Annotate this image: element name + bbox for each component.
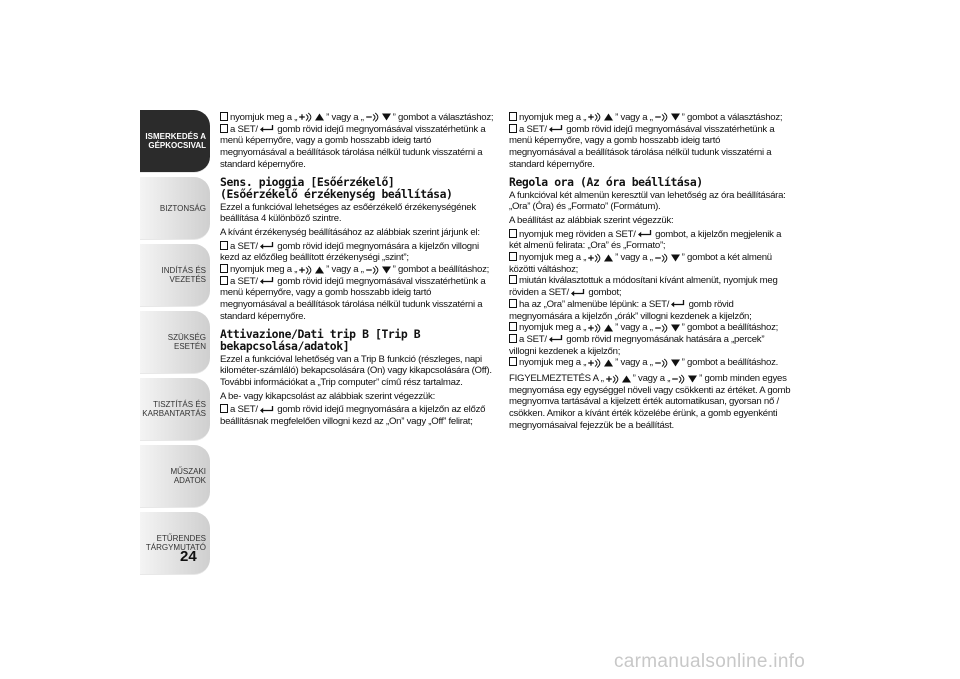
checkbox-bullet-icon	[509, 112, 517, 121]
checkbox-bullet-icon	[509, 275, 517, 284]
bullet-item	[509, 252, 791, 275]
text-line: menü képernyőre, vagy a gomb hosszabb ideig tartó	[220, 135, 432, 147]
minus-down-arrow-icon	[654, 253, 681, 263]
minus-down-arrow-icon	[365, 112, 392, 122]
text-line: beállítása 4 különböző szintre.	[220, 213, 342, 225]
text-line: a SET/ gomb rövid idejű megnyomására a kijelzőn az előző	[229, 404, 502, 416]
text-line: megnyomásával a beállítások tárolása nélkül tudunk visszatérni a	[220, 299, 483, 311]
text-line: standard képernyőre.	[509, 158, 595, 170]
text-line: nyomjuk meg röviden a SET/ gombot, a kijelzőn megjelenik a	[518, 229, 791, 241]
text-line: a SET/ gomb rövid idejű megnyomásával visszatérhetünk a	[518, 124, 791, 136]
bullet-item	[509, 275, 791, 298]
return-arrow-icon	[548, 334, 563, 344]
text-line: A be- vagy kikapcsolást az alábbiak szerint végezzük:	[220, 390, 435, 402]
return-arrow-icon	[570, 288, 585, 298]
text-line: nyomjuk meg a „ ” vagy a „ ” gombot a beállításhoz;	[518, 322, 791, 334]
paragraph	[509, 215, 791, 227]
text-line: standard képernyőre.	[220, 158, 306, 170]
watermark: carmanualsonline.info	[614, 651, 806, 672]
chapter-tab-6[interactable]: MŰSZAKI ADATOK	[140, 445, 210, 508]
paragraph	[220, 227, 502, 239]
text-line: kilométer-számláló) bekapcsolására (On) vagy kikapcsolására (Off).	[220, 365, 492, 377]
paragraph	[220, 202, 502, 225]
checkbox-bullet-icon	[220, 264, 228, 273]
checkbox-bullet-icon	[509, 124, 517, 133]
bullet-item	[509, 322, 791, 334]
checkbox-bullet-icon	[220, 276, 228, 285]
bullet-item	[509, 334, 791, 357]
minus-down-arrow-icon	[365, 265, 392, 275]
bullet-item	[220, 241, 502, 264]
text-line: nyomjuk meg a „ ” vagy a „ ” gombot a választáshoz;	[229, 112, 502, 124]
checkbox-bullet-icon	[509, 299, 517, 308]
text-line: csökken. Amikor a kívánt érték közelébe érünk, a gomb egyenkénti	[509, 408, 778, 420]
bullet-item	[220, 124, 502, 171]
text-line: Ezzel a funkcióval lehetőség van a Trip B funkció (részleges, napi	[220, 353, 482, 365]
plus-up-arrow-icon	[587, 253, 614, 263]
bullet-item	[509, 357, 791, 369]
return-arrow-icon	[259, 276, 274, 286]
bullet-item	[509, 124, 791, 171]
bullet-item	[220, 404, 502, 427]
text-line: megnyomása egy egységgel növeli vagy csökkenti az értéket. A gomb	[509, 384, 791, 396]
checkbox-bullet-icon	[509, 252, 517, 261]
text-line: Sens. pioggia [Esőérzékelő]	[220, 174, 395, 189]
checkbox-bullet-icon	[509, 334, 517, 343]
section-heading	[509, 176, 791, 188]
paragraph	[509, 190, 791, 213]
chapter-tab-7[interactable]: ETŰRENDES TÁRGYMUTATÓ	[140, 512, 210, 575]
text-line: „Ora” (Óra) és „Formato” (Formátum).	[509, 201, 661, 213]
text-line: Attivazione/Dati trip B [Trip B	[220, 326, 421, 341]
text-line: két almenü felirata: „Ora” és „Formato”;	[509, 240, 666, 252]
text-line: megnyomására a kijelzőn „órák” villogni kezdenek a kijelzőn;	[509, 310, 752, 322]
checkbox-bullet-icon	[509, 322, 517, 331]
text-line: További információkat a „Trip computer” című rész tartalmaz.	[220, 376, 463, 388]
paragraph	[220, 354, 502, 389]
text-line: nyomjuk meg a „ ” vagy a „ ” gombot a beállításhoz;	[229, 264, 502, 276]
text-line: a SET/ gomb rövid megnyomásának hatására a „percek”	[518, 334, 791, 346]
chapter-tab-4[interactable]: SZÜKSÉG ESETÉN	[140, 311, 210, 374]
bullet-item	[509, 112, 791, 124]
return-arrow-icon	[670, 299, 685, 309]
checkbox-bullet-icon	[509, 357, 517, 366]
text-line: miután kiválasztottuk a módosítani kívánt almenüt, nyomjuk meg	[518, 275, 791, 287]
plus-up-arrow-icon	[587, 358, 614, 368]
return-arrow-icon	[259, 241, 274, 251]
text-line: közötti váltáshoz;	[509, 263, 579, 275]
paragraph	[509, 373, 791, 432]
text-line: A beállítást az alábbiak szerint végezzük:	[509, 214, 674, 226]
text-line: nyomjuk meg a „ ” vagy a „ ” gombot a választáshoz;	[518, 112, 791, 124]
text-line: a SET/ gomb rövid idejű megnyomására a kijelzőn villogni	[229, 241, 502, 253]
left-column	[220, 112, 502, 428]
text-line: menü képernyőre, vagy a gomb hosszabb ideig tartó	[509, 135, 721, 147]
text-line: menü képernyőre, vagy a gomb hosszabb ideig tartó	[220, 287, 432, 299]
text-line: nyomjuk meg a „ ” vagy a „ ” gombot a két almenü	[518, 252, 791, 264]
text-line: A kívánt érzékenység beállításához az alábbiak szerint járjunk el:	[220, 226, 480, 238]
bullet-item	[220, 112, 502, 124]
plus-up-arrow-icon	[587, 112, 614, 122]
chapter-tab-3[interactable]: INDÍTÁS ÉS VEZETÉS	[140, 244, 210, 307]
checkbox-bullet-icon	[509, 229, 517, 238]
chapter-tab-1[interactable]: ISMERKEDÉS A GÉPKOCSIVAL	[140, 110, 210, 173]
text-line: villogni kezdenek a kijelzőn;	[509, 345, 621, 357]
bullet-item	[220, 264, 502, 276]
text-line: megnyomásával a beállítások tárolása nélkül tudunk visszatérni a	[509, 147, 772, 159]
text-line: megnyomásával a beállítások tárolása nélkül tudunk visszatérni a	[220, 147, 483, 159]
plus-up-arrow-icon	[298, 265, 325, 275]
text-line: FIGYELMEZTETÉS A „ ” vagy a „ ” gomb minden egyes	[509, 373, 787, 385]
minus-down-arrow-icon	[654, 323, 681, 333]
minus-down-arrow-icon	[654, 358, 681, 368]
right-column	[509, 112, 791, 434]
checkbox-bullet-icon	[220, 241, 228, 250]
plus-up-arrow-icon	[298, 112, 325, 122]
text-line: megnyomva tartásával a kijelzett érték automatikusan, gyorsan nő /	[509, 396, 779, 408]
checkbox-bullet-icon	[220, 124, 228, 133]
text-line: a SET/ gomb rövid idejű megnyomásával visszatérhetünk a	[229, 124, 502, 136]
text-line: ha az „Ora” almenübe lépünk: a SET/ gomb rövid	[518, 299, 791, 311]
minus-down-arrow-icon	[654, 112, 681, 122]
bullet-item	[220, 276, 502, 323]
text-line: bekapcsolása/adatok]	[220, 338, 350, 353]
text-line: standard képernyőre.	[220, 310, 306, 322]
text-line: a SET/ gomb rövid idejű megnyomásával visszatérhetünk a	[229, 276, 502, 288]
text-line: beállításnak megfelelően villogni kezd az „On” vagy „Off” felirat;	[220, 416, 473, 428]
section-heading	[220, 176, 502, 200]
return-arrow-icon	[637, 229, 652, 239]
checkbox-bullet-icon	[220, 112, 228, 121]
minus-down-arrow-icon	[671, 374, 698, 384]
chapter-tab-5[interactable]: TISZTÍTÁS ÉS KARBANTARTÁS	[140, 378, 210, 441]
text-line: nyomjuk meg a „ ” vagy a „ ” gombot a beállításhoz.	[518, 357, 791, 369]
text-line: A funkcióval két almenün keresztül van lehetőség az óra beállítására:	[509, 189, 786, 201]
return-arrow-icon	[259, 405, 274, 415]
return-arrow-icon	[259, 124, 274, 134]
page-number: 24	[180, 548, 197, 565]
paragraph	[220, 391, 502, 403]
plus-up-arrow-icon	[605, 374, 632, 384]
return-arrow-icon	[548, 124, 563, 134]
bullet-item	[509, 229, 791, 252]
bullet-item	[509, 299, 791, 322]
text-line: kezd az előzőleg beállított érzékenységi „szint”;	[220, 252, 409, 264]
checkbox-bullet-icon	[220, 404, 228, 413]
text-line: megnyomásaival fejezzük be a beállítást.	[509, 419, 674, 431]
text-line: Regola ora (Az óra beállítása)	[509, 174, 703, 189]
plus-up-arrow-icon	[587, 323, 614, 333]
text-line: Ezzel a funkcióval lehetséges az esőérzékelő érzékenységének	[220, 201, 476, 213]
section-heading	[220, 328, 502, 352]
chapter-sidebar	[140, 110, 210, 579]
text-line: röviden a SET/ gombot;	[509, 287, 622, 299]
chapter-tab-2[interactable]: BIZTONSÁG	[140, 177, 210, 240]
text-line: (Esőérzékelő érzékenység beállítása)	[220, 186, 453, 201]
